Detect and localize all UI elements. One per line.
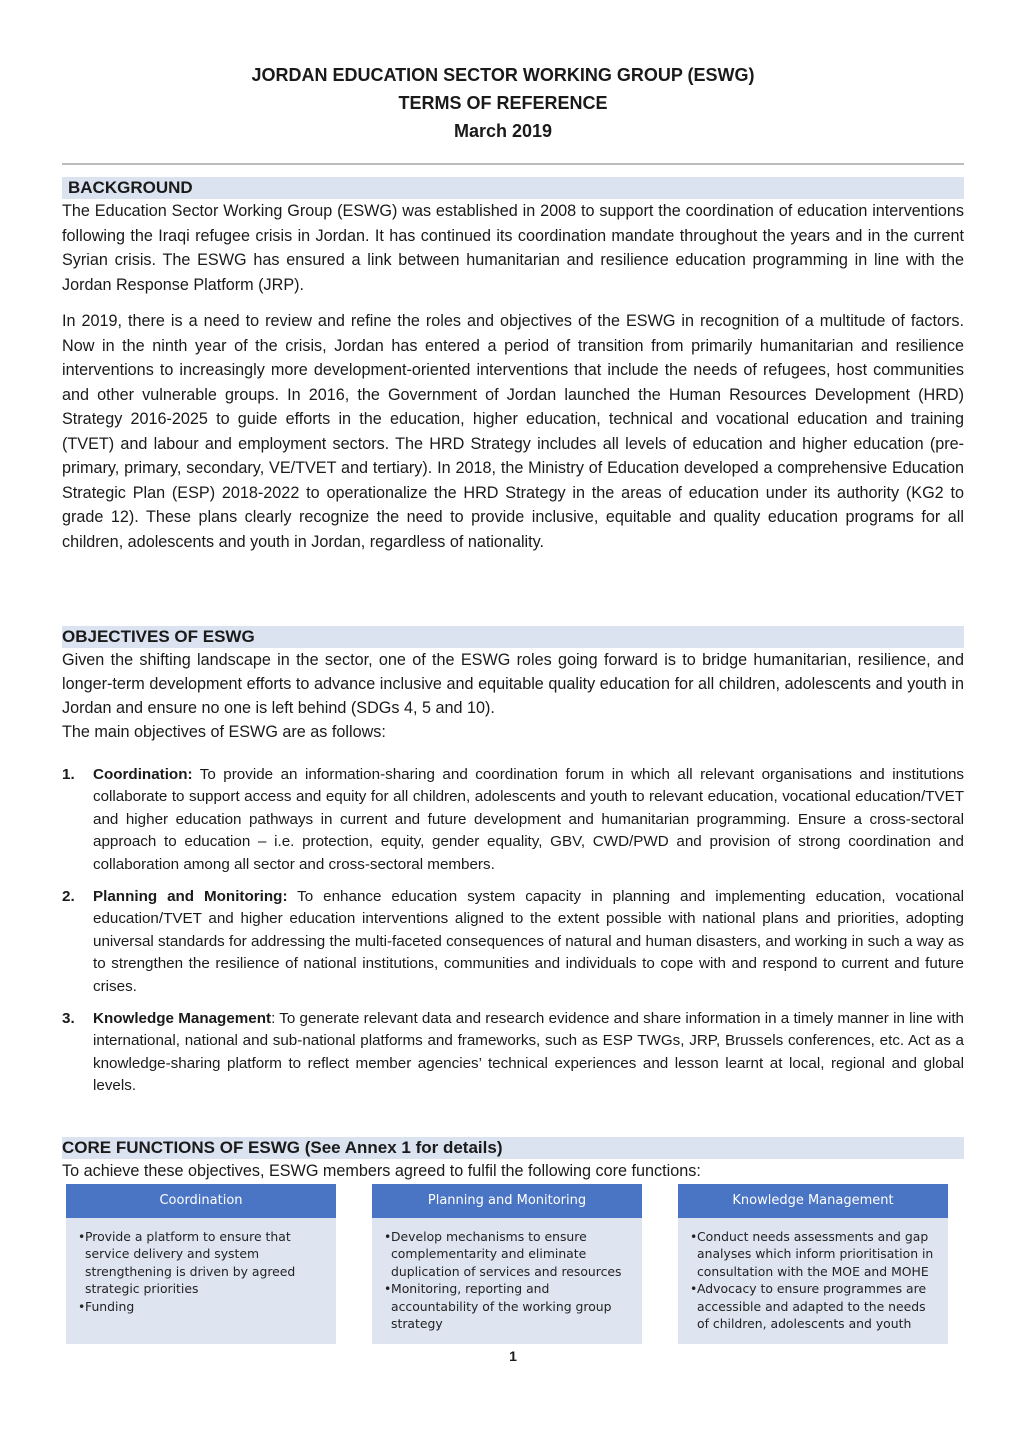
function-box-planning-monitoring — [372, 1184, 642, 1344]
function-bullet: • Monitoring, reporting and accountability of the working group strategy — [384, 1280, 634, 1332]
objectives-heading: OBJECTIVES OF ESWG — [62, 626, 964, 648]
document-title — [52, 61, 954, 145]
title-line-2: TERMS OF REFERENCE — [398, 93, 608, 113]
background-paragraph-2: In 2019, there is a need to review and refine the roles and objectives of the ESWG in recognition of a multitude of factors. Now in the ninth year of the crisis, Jordan has entered a period of transition from primarily humanitarian and resilience interventions to increasingly more development-oriented interventions that include the needs of refugees, host communities and other vulnerable groups. In 2016, the Government of Jordan launched the Human Resources Development (HRD) Strategy 2016-2025 to guide efforts in the education, higher education, technical and vocational education and training (TVET) and labour and employment sectors. The HRD Strategy includes all levels of education and higher education (pre-primary, primary, secondary, VE/TVET and tertiary). In 2018, the Ministry of Education developed a comprehensive Education Strategic Plan (ESP) 2018-2022 to operationalize the HRD Strategy in the areas of education under its authority (KG2 to grade 12). These plans clearly recognize the need to provide inclusive, equitable and quality education programs for all children, adolescents and youth in Jordan, regardless of nationality. — [62, 312, 964, 551]
objective-text: To provide an information-sharing and coordination forum in which all relevant organisations and institutions collaborate to support access and equity for all children, adolescents and youth to relevant education, vocational education/TVET and higher education pathways in current and future development and humanitarian programming. Ensure a cross-sectoral approach to education – i.e. protection, equity, gender equality, GBV, CWD/PWD and provision of strong coordination and collaboration among all sector and cross-sectoral members. — [93, 766, 964, 873]
function-box-knowledge-management — [678, 1184, 948, 1344]
function-bullet-list — [66, 1228, 336, 1315]
objective-title: Coordination: — [93, 766, 193, 783]
background-heading: BACKGROUND — [62, 177, 964, 199]
function-bullet-list — [372, 1228, 642, 1332]
objectives-list — [62, 764, 964, 1108]
function-box-title: Knowledge Management — [678, 1184, 948, 1218]
function-bullet: • Advocacy to ensure programmes are accessible and adapted to the needs of children, adolescents and youth — [690, 1280, 940, 1332]
title-line-1: JORDAN EDUCATION SECTOR WORKING GROUP (ESWG) — [251, 65, 755, 85]
page-number: 1 — [509, 1348, 517, 1364]
function-box-coordination — [66, 1184, 336, 1344]
background-paragraph-1: The Education Sector Working Group (ESWG) was established in 2008 to support the coordination of education interventions following the Iraqi refugee crisis in Jordan. It has continued its coordination mandate throughout the years and in the current Syrian crisis. The ESWG has ensured a link between humanitarian and resilience education programming in line with the Jordan Response Platform (JRP). — [62, 202, 964, 294]
objectives-lead: The main objectives of ESWG are as follows: — [62, 723, 386, 741]
function-bullet-list — [678, 1228, 948, 1332]
objective-title: Planning and Monitoring: — [93, 888, 288, 906]
objective-number: 2. — [62, 888, 75, 906]
core-functions-heading: CORE FUNCTIONS OF ESWG (See Annex 1 for details) — [62, 1137, 964, 1159]
core-functions-diagram — [66, 1184, 964, 1344]
function-bullet: • Provide a platform to ensure that service delivery and system strengthening is driven by agreed strategic priorities — [78, 1228, 328, 1298]
function-bullet: • Funding — [78, 1298, 328, 1315]
core-functions-intro: To achieve these objectives, ESWG members agreed to fulfil the following core functions: — [62, 1162, 701, 1180]
objectives-intro: Given the shifting landscape in the sector, one of the ESWG roles going forward is to bridge humanitarian, resilience, and longer-term development efforts to advance inclusive and equitable quality education for all children, adolescents and youth in Jordan and ensure no one is left behind (SDGs 4, 5 and 10). — [62, 651, 964, 717]
title-line-3: March 2019 — [453, 121, 553, 141]
objective-text: To enhance education system capacity in planning and implementing education, vocational education/TVET and higher education interventions aligned to the extent possible with national plans and priorities, adopting universal standards for addressing the multi-faceted consequences of natural and human disasters, and working in such a way as to strengthen the resilience of national institutions, communities and individuals to cope with and respond to current and future crises. — [93, 888, 964, 995]
function-bullet: • Develop mechanisms to ensure complementarity and eliminate duplication of services and resources — [384, 1228, 634, 1280]
objective-item — [62, 764, 964, 876]
objective-item — [62, 886, 964, 998]
function-box-title: Planning and Monitoring — [372, 1184, 642, 1218]
title-divider — [62, 163, 964, 165]
objective-number: 1. — [62, 766, 75, 783]
function-box-title: Coordination — [66, 1184, 336, 1218]
objective-title: Knowledge Management — [93, 1010, 272, 1028]
objective-text: : To generate relevant data and research evidence and share information in a timely manner in line with international, national and sub-national platforms and frameworks, such as ESP TWGs, JRP, Brussels conferences, etc. Act as a knowledge-sharing platform to reflect member agencies’ technical experiences and lesson learnt at local, regional and global levels. — [93, 1010, 964, 1095]
objective-number: 3. — [62, 1010, 75, 1028]
objective-item — [62, 1008, 964, 1098]
function-bullet: • Conduct needs assessments and gap analyses which inform prioritisation in consultation with the MOE and MOHE — [690, 1228, 940, 1280]
